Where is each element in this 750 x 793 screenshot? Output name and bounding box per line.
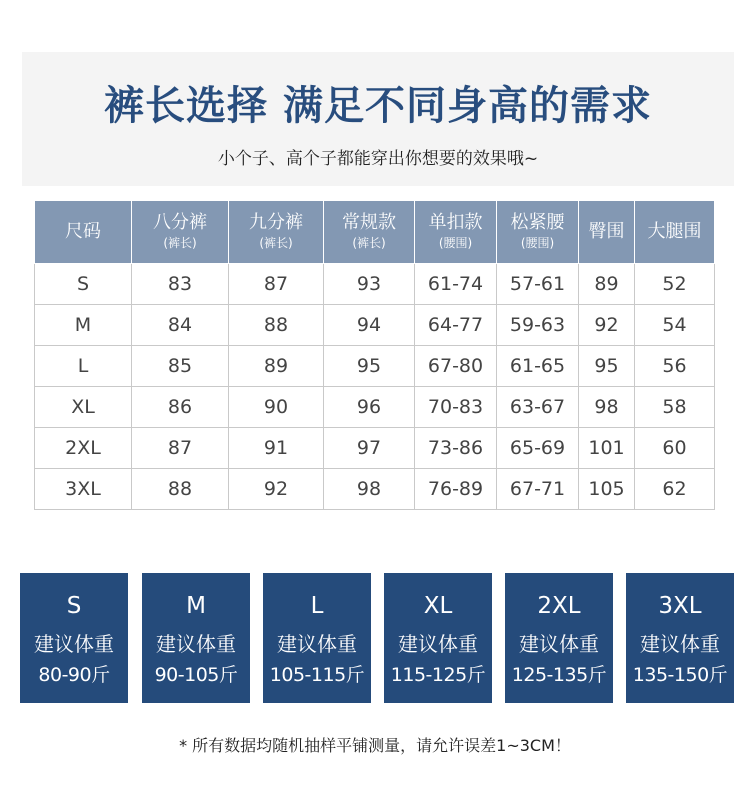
table-cell: 92	[229, 469, 324, 510]
card-label: 建议体重	[277, 632, 357, 656]
header-cell: 常规款 (裤长)	[324, 201, 415, 264]
table-cell: 86	[132, 387, 229, 428]
header-cell: 八分裤 (裤长)	[132, 201, 229, 264]
table-cell: 58	[635, 387, 715, 428]
header-cell: 臀围	[579, 201, 635, 264]
table-cell: 101	[579, 428, 635, 469]
table-cell: 91	[229, 428, 324, 469]
table-cell: 88	[132, 469, 229, 510]
weight-card-s	[20, 573, 128, 703]
table-cell: 2XL	[35, 428, 132, 469]
table-cell: 54	[635, 305, 715, 346]
header-cell: 九分裤 (裤长)	[229, 201, 324, 264]
table-cell: 73-86	[415, 428, 497, 469]
header-cell: 大腿围	[635, 201, 715, 264]
card-label: 建议体重	[640, 632, 720, 656]
table-cell: 85	[132, 346, 229, 387]
table-cell: 76-89	[415, 469, 497, 510]
card-range: 135-150斤	[632, 664, 728, 686]
card-range: 105-115斤	[269, 664, 365, 686]
table-cell: 83	[132, 264, 229, 305]
table-cell: 95	[579, 346, 635, 387]
card-range: 125-135斤	[511, 664, 607, 686]
weight-card-m	[142, 573, 250, 703]
weight-card-row	[20, 573, 732, 703]
table-cell: 98	[324, 469, 415, 510]
table-cell: XL	[35, 387, 132, 428]
table-cell: 56	[635, 346, 715, 387]
measurement-note: * 所有数据均随机抽样平铺测量，请允许误差1~3CM！	[179, 736, 571, 755]
table-cell: 62	[635, 469, 715, 510]
table-cell: S	[35, 264, 132, 305]
table-cell: 59-63	[497, 305, 579, 346]
card-label: 建议体重	[519, 632, 599, 656]
card-label: 建议体重	[156, 632, 236, 656]
page-subtitle: 小个子、高个子都能穿出你想要的效果哦~	[217, 149, 539, 169]
table-cell: 61-74	[415, 264, 497, 305]
table-cell: 98	[579, 387, 635, 428]
weight-card-2xl	[505, 573, 613, 703]
table-cell: 61-65	[497, 346, 579, 387]
table-cell: M	[35, 305, 132, 346]
table-cell: 89	[229, 346, 324, 387]
card-label: 建议体重	[398, 632, 478, 656]
table-cell: 57-61	[497, 264, 579, 305]
weight-card-3xl	[626, 573, 734, 703]
card-size: M	[186, 593, 206, 619]
table-cell: 95	[324, 346, 415, 387]
table-row	[35, 428, 715, 469]
table-row	[35, 346, 715, 387]
table-cell: 94	[324, 305, 415, 346]
page-title: 裤长选择 满足不同身高的需求	[104, 83, 652, 129]
table-cell: 89	[579, 264, 635, 305]
table-cell: 93	[324, 264, 415, 305]
card-size: 2XL	[537, 593, 581, 619]
table-cell: 64-77	[415, 305, 497, 346]
table-cell: 88	[229, 305, 324, 346]
table-cell: 3XL	[35, 469, 132, 510]
table-cell: 97	[324, 428, 415, 469]
table-cell: 105	[579, 469, 635, 510]
table-row	[35, 264, 715, 305]
table-cell: L	[35, 346, 132, 387]
card-size: 3XL	[658, 593, 702, 619]
weight-card-l	[263, 573, 371, 703]
size-table	[34, 200, 715, 510]
card-size: S	[66, 593, 82, 619]
table-cell: 65-69	[497, 428, 579, 469]
header-cell: 单扣款 (腰围)	[415, 201, 497, 264]
card-range: 80-90斤	[38, 664, 110, 686]
table-cell: 70-83	[415, 387, 497, 428]
card-size: XL	[423, 593, 453, 619]
table-cell: 87	[132, 428, 229, 469]
table-cell: 60	[635, 428, 715, 469]
table-cell: 67-71	[497, 469, 579, 510]
table-cell: 52	[635, 264, 715, 305]
table-cell: 67-80	[415, 346, 497, 387]
table-cell: 63-67	[497, 387, 579, 428]
header-cell: 尺码	[35, 201, 132, 264]
table-row	[35, 387, 715, 428]
weight-card-xl	[384, 573, 492, 703]
card-size: L	[310, 593, 324, 619]
table-cell: 84	[132, 305, 229, 346]
table-cell: 90	[229, 387, 324, 428]
header-banner	[22, 52, 734, 186]
header-cell: 松紧腰 (腰围)	[497, 201, 579, 264]
table-cell: 87	[229, 264, 324, 305]
card-range: 90-105斤	[154, 664, 238, 686]
card-range: 115-125斤	[390, 664, 486, 686]
card-label: 建议体重	[34, 632, 114, 656]
table-row	[35, 469, 715, 510]
table-header-row	[35, 201, 715, 264]
table-cell: 96	[324, 387, 415, 428]
table-cell: 92	[579, 305, 635, 346]
table-row	[35, 305, 715, 346]
